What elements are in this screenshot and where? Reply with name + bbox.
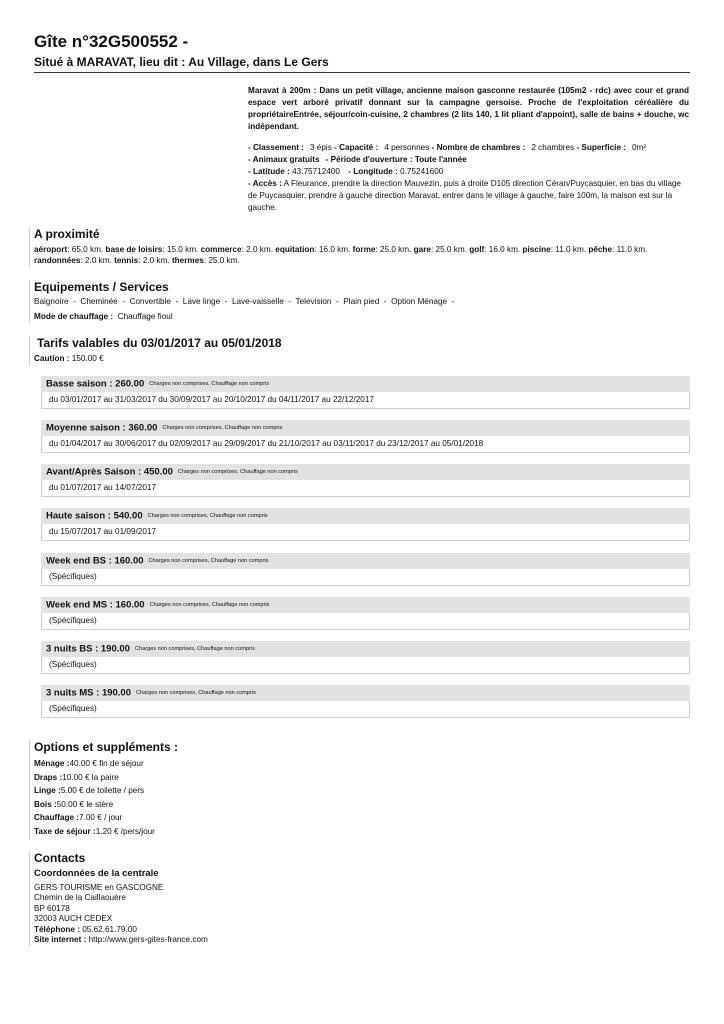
season-dates: du 01/07/2017 au 14/07/2017 [41,480,690,497]
proximite-heading: A proximité [34,227,100,241]
season-weekend-ms [41,597,690,630]
proximite-label: gare [413,245,431,254]
proximite-label: commerce [200,245,242,254]
season-basse [41,376,690,409]
season-header [41,508,690,524]
chambres-value: 2 chambres [531,143,575,152]
option-label: Taxe de séjour : [34,826,96,836]
equipements-list: Baignoire - Cheminée - Convertible - Lave linge - Lave-vaisselle - Television - Plain pied - Option Ménage - [34,297,455,306]
season-name: Avant/Après Saison : 450.00 [46,466,173,478]
phone-value: 05.62.61.79.00 [82,924,137,934]
option-value: 5.00 € de toilette / pers [60,786,145,796]
season-dates: du 03/01/2017 au 31/03/2017 du 30/09/2017 au 20/10/2017 du 04/11/2017 au 22/12/2017 [41,392,690,409]
proximite-value: 11.0 km. [616,245,648,254]
option-item [34,798,155,812]
capacite-value: 4 personnes [384,143,430,152]
section-rule [29,227,30,267]
phone-label: Téléphone : [34,924,80,934]
option-label: Chauffage : [34,813,80,823]
season-header [41,597,690,613]
acces-label: - Accès : [248,179,282,188]
season-name: Moyenne saison : 360.00 [46,422,158,434]
season-note: Charges non comprises, Chauffage non compris [148,558,269,564]
proximite-label: tennis [114,255,139,265]
website-line [34,935,208,945]
season-note: Charges non comprises, Chauffage non compris [162,425,283,431]
proximite-value: 65.0 km. [71,245,104,254]
animaux-line [248,154,689,166]
section-rule [29,740,30,840]
season-dates: (Spécifiques) [41,613,690,630]
proximite-value: 25.0 km. [435,245,467,254]
longitude-value: 0.75241600 [400,167,444,176]
season-note: Charges non comprises, Chauffage non compris [149,602,270,608]
caution-value: 150.00 € [71,354,104,363]
proximite-label: piscine [522,245,551,254]
proximite-list: aéroport: 65.0 km. base de loisirs: 15.0 km. commerce: 2.0 km. equitation: 16.0 km. forme: 25.0 km. gare: 25.0 km. golf: 16.0 km. piscine: 11.0 km. pêche: 11.0 km. randonnées: 2.0 km. tennis: 2.0 km. thermes: 25.0 km. [34,245,648,265]
season-dates: (Spécifiques) [41,657,690,674]
season-name: Week end MS : 160.00 [46,599,145,611]
contact-line: BP 60178 [34,903,70,913]
option-item [34,825,155,839]
option-value: 40.00 € fin de séjour [69,759,144,768]
proximite-value: 2.0 km. [142,255,170,265]
season-note: Charges non comprises, Chauffage non compris [134,646,255,652]
season-dates: du 15/07/2017 au 01/09/2017 [41,524,690,541]
season-3nuits-ms [41,685,690,718]
latitude-value: 43.75712400 [292,167,340,176]
proximite-label: golf [469,245,485,254]
season-name: 3 nuits MS : 190.00 [46,687,132,699]
title-divider [34,72,690,73]
season-haute [41,508,690,541]
season-weekend-bs [41,553,690,586]
contacts-subheading: Coordonnées de la centrale [34,868,159,879]
contact-block [34,883,208,945]
season-note: Charges non comprises, Chauffage non compris [136,690,256,696]
contact-line: GERS TOURISME en GASCOGNE [34,883,164,892]
page-title: Gîte n°32G500552 - [34,32,189,51]
season-3nuits-bs [41,641,690,674]
season-dates: (Spécifiques) [41,569,690,586]
capacite-label: - Capacité : [334,143,379,152]
section-rule [29,280,30,323]
contact-line: 32003 AUCH CEDEX [34,914,113,924]
acces-value: A Fleurance, prendre la direction Mauvezin, puis à droite D105 direction Céran/Puycasquier, en bas du village de Puycasquier, prendre à gauche direction Maravat, entrer dans le village à gauche, faire 100m, la maison est sur la gauche. [248,179,681,212]
season-header [41,553,690,569]
proximite-value: 11.0 km. [555,245,587,254]
animaux-label: - Animaux gratuits [248,155,320,164]
option-label: Ménage : [34,759,70,768]
chambres-label: - Nombre de chambres : [431,143,526,152]
coordinates-line [248,166,689,178]
season-dates: (Spécifiques) [41,701,690,718]
contact-line: Chemin de la Caillaouère [34,893,126,903]
proximite-value: 16.0 km. [318,245,351,254]
options-heading: Options et suppléments : [34,740,179,754]
chauffage-label: Mode de chauffage : [34,312,114,321]
acces-line [248,178,689,214]
description-block [248,85,689,214]
option-item [34,811,155,825]
classement-label: - Classement : [248,143,304,152]
option-label: Draps : [34,772,63,782]
options-list [34,757,155,839]
caution-label: Caution : [34,354,70,363]
tarifs-title: Tarifs valables du 03/01/2017 au 05/01/2018 [37,336,282,350]
equipements-heading: Equipements / Services [34,280,169,294]
proximite-label: randonnées [34,255,81,265]
season-name: 3 nuits BS : 190.00 [46,643,130,655]
option-label: Bois : [34,799,57,809]
proximite-label: aéroport [34,245,68,254]
proximite-value: 25.0 km. [208,255,240,265]
page-subtitle: Situé à MARAVAT, lieu dit : Au Village, dans Le Gers [34,55,329,69]
option-item [34,771,155,785]
season-name: Haute saison : 540.00 [46,510,143,522]
option-value: 50.00 € le stère [56,799,114,809]
contacts-heading: Contacts [34,851,86,865]
season-note: Charges non comprises, Chauffage non compris [147,513,268,519]
season-note: Charges non comprises, Chauffage non compris [177,469,298,475]
proximite-label: equitation [275,245,315,254]
season-header [41,685,690,701]
section-rule [29,336,30,366]
chauffage-value: Chauffage fioul [117,312,173,321]
phone-line [34,925,208,935]
proximite-label: pêche [588,245,612,254]
proximite-label: thermes [171,255,204,265]
section-rule [29,851,30,946]
season-header [41,464,690,480]
season-header [41,641,690,657]
longitude-label: - Longitude : [348,167,398,176]
option-value: 7.00 € / jour [79,813,123,823]
classement-value: 3 épis [309,143,332,152]
proximite-value: 2.0 km. [246,245,273,254]
chauffage-line [34,312,684,323]
season-name: Week end BS : 160.00 [46,555,144,567]
website-label: Site internet : [34,935,87,945]
proximite-value: 15.0 km. [166,245,199,254]
proximite-value: 25.0 km. [379,245,412,254]
season-avant-apres [41,464,690,497]
caution-line [34,354,104,363]
season-note: Charges non comprises, Chauffage non compris [149,381,270,387]
season-dates: du 01/04/2017 au 30/06/2017 du 02/09/2017 au 29/09/2017 du 21/10/2017 au 03/11/2017 du 23/12/2017 au 05/01/2018 [41,436,690,453]
season-moyenne [41,420,690,453]
proximite-value: 2.0 km. [84,255,112,265]
option-item [34,757,155,771]
classement-line [248,142,689,154]
option-value: 1.20 € /pers/jour [95,826,155,836]
season-header [41,376,690,392]
proximite-label: forme [352,245,376,254]
proximite-label: base de loisirs [105,245,163,254]
season-header [41,420,690,436]
website-link[interactable]: http://www.gers-gites-france.com [88,935,208,945]
ouverture-label: - Période d'ouverture : Toute l'année [325,155,467,164]
option-label: Linge : [34,786,61,796]
season-name: Basse saison : 260.00 [46,378,145,390]
option-item [34,784,155,798]
latitude-label: - Latitude : [248,167,290,176]
option-value: 10.00 € la paire [62,772,119,782]
superficie-label: - Superficie : [576,143,626,152]
description-intro: Maravat à 200m : Dans un petit village, ancienne maison gasconne restaurée (105m2 - rdc) avec cour et grand espace vert arboré privatif donnant sur la campagne gersoise. Proche de l'exploitation céréalière du propriétaireEntrée, séjour/coin-cuisine, 2 chambres (2 lits 140, 1 lit pliant d'appoint), salle de bains + douche, wc indépendant. [248,86,689,131]
superficie-value: 0m² [632,143,647,152]
proximite-value: 16.0 km. [488,245,521,254]
